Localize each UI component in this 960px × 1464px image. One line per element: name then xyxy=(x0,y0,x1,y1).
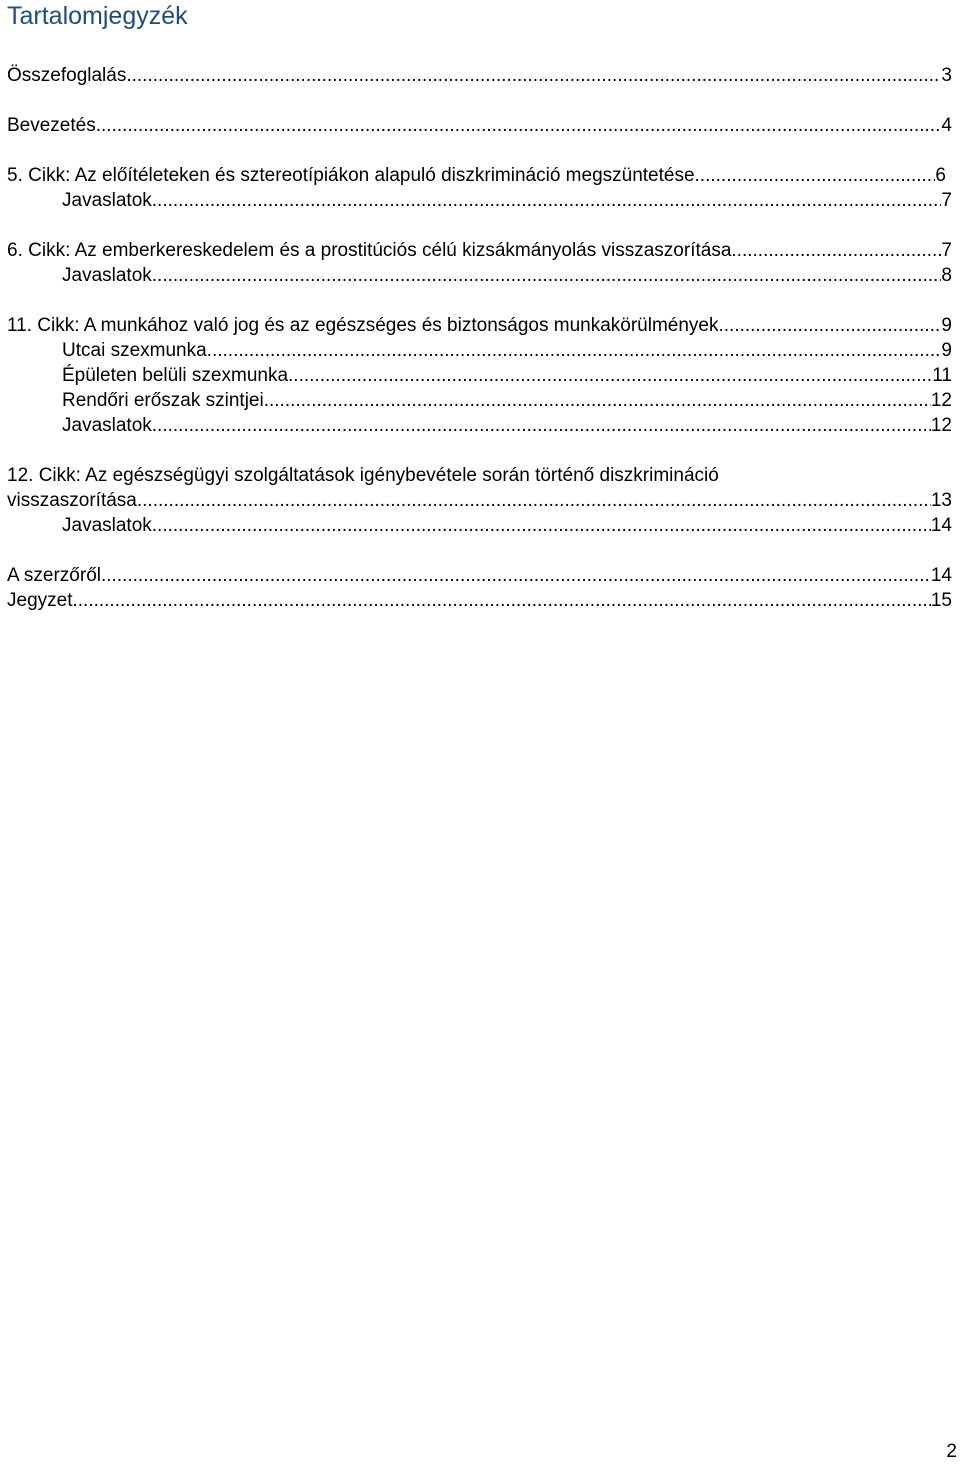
toc-leader xyxy=(288,364,932,388)
toc-entry-label: Bevezetés xyxy=(7,115,96,136)
toc-page-number: 7 xyxy=(941,240,952,261)
toc-leader xyxy=(207,339,942,363)
toc-entry-label: Javaslatok xyxy=(62,415,152,436)
toc-entry-label: Jegyzet xyxy=(7,590,73,611)
toc-page-number: 13 xyxy=(930,490,952,511)
toc-entry-label: 11. Cikk: A munkához való jog és az egészséges és biztonságos munkakörülmények xyxy=(7,315,719,336)
toc-entry-label: 5. Cikk: Az előítéleteken és sztereotípiákon alapuló diszkrimináció megszüntetése xyxy=(7,165,695,186)
toc-leader xyxy=(152,264,942,288)
toc-entry-article-12-recommendations[interactable] xyxy=(62,512,952,538)
toc-leader xyxy=(152,514,931,538)
toc-page-number: 9 xyxy=(941,315,952,336)
toc-entry-police-violence[interactable] xyxy=(62,387,952,413)
toc-page-number: 11 xyxy=(932,365,952,386)
toc-leader xyxy=(731,239,941,263)
toc-entry-article-12-first-line[interactable]: 12. Cikk: Az egészségügyi szolgáltatások igénybevétele során történő diszkrimináció xyxy=(7,465,719,486)
toc-page-number: 14 xyxy=(930,515,952,536)
toc-entry-about-author[interactable] xyxy=(7,562,952,588)
toc-entry-article-6-recommendations[interactable] xyxy=(62,262,952,288)
toc-entry-label: visszaszorítása xyxy=(7,490,137,511)
toc-entry-indoor-sex-work[interactable] xyxy=(62,362,952,388)
toc-leader xyxy=(96,114,942,138)
toc-entry-introduction[interactable] xyxy=(7,112,952,138)
footer-page-number: 2 xyxy=(946,1441,957,1462)
toc-leader xyxy=(126,64,941,88)
toc-leader xyxy=(101,564,931,588)
toc-entry-summary[interactable] xyxy=(7,62,952,88)
toc-page-number: 3 xyxy=(941,65,952,86)
toc-entry-label: Javaslatok xyxy=(62,515,152,536)
toc-entry-article-11-recommendations[interactable] xyxy=(62,412,952,438)
toc-leader xyxy=(264,389,931,413)
toc-leader xyxy=(152,189,942,213)
toc-page-number: 9 xyxy=(941,340,952,361)
toc-entry-article-12[interactable] xyxy=(7,487,952,513)
toc-leader xyxy=(695,164,936,188)
toc-entry-label: Összefoglalás xyxy=(7,65,127,86)
page-title: Tartalomjegyzék xyxy=(7,2,188,30)
toc-entry-article-5[interactable] xyxy=(7,162,946,188)
toc-entry-label: Javaslatok xyxy=(62,190,152,211)
toc-page-number: 15 xyxy=(930,590,952,611)
toc-page-number: 14 xyxy=(930,565,952,586)
toc-leader xyxy=(72,589,930,613)
toc-entry-label: Utcai szexmunka xyxy=(62,340,207,361)
toc-page-number: 12 xyxy=(930,415,952,436)
toc-entry-label: A szerzőről xyxy=(7,565,101,586)
toc-page-number: 4 xyxy=(941,115,952,136)
toc-entry-label: 6. Cikk: Az emberkereskedelem és a prostitúciós célú kizsákmányolás visszaszorítása xyxy=(7,240,732,261)
toc-entry-label: Javaslatok xyxy=(62,265,152,286)
toc-entry-article-5-recommendations[interactable] xyxy=(62,187,952,213)
toc-entry-article-11[interactable] xyxy=(7,312,952,338)
toc-leader xyxy=(718,314,941,338)
toc-entry-street-sex-work[interactable] xyxy=(62,337,952,363)
toc-entry-label: Rendőri erőszak szintjei xyxy=(62,390,264,411)
toc-page-number: 6 xyxy=(935,165,946,186)
toc-page-number: 7 xyxy=(941,190,952,211)
toc-entry-article-6[interactable] xyxy=(7,237,952,263)
toc-page-number: 12 xyxy=(930,390,952,411)
toc-leader xyxy=(137,489,931,513)
toc-entry-label: Épületen belüli szexmunka xyxy=(62,365,289,386)
toc-page-number: 8 xyxy=(941,265,952,286)
toc-leader xyxy=(152,414,931,438)
toc-entry-notes[interactable] xyxy=(7,587,952,613)
